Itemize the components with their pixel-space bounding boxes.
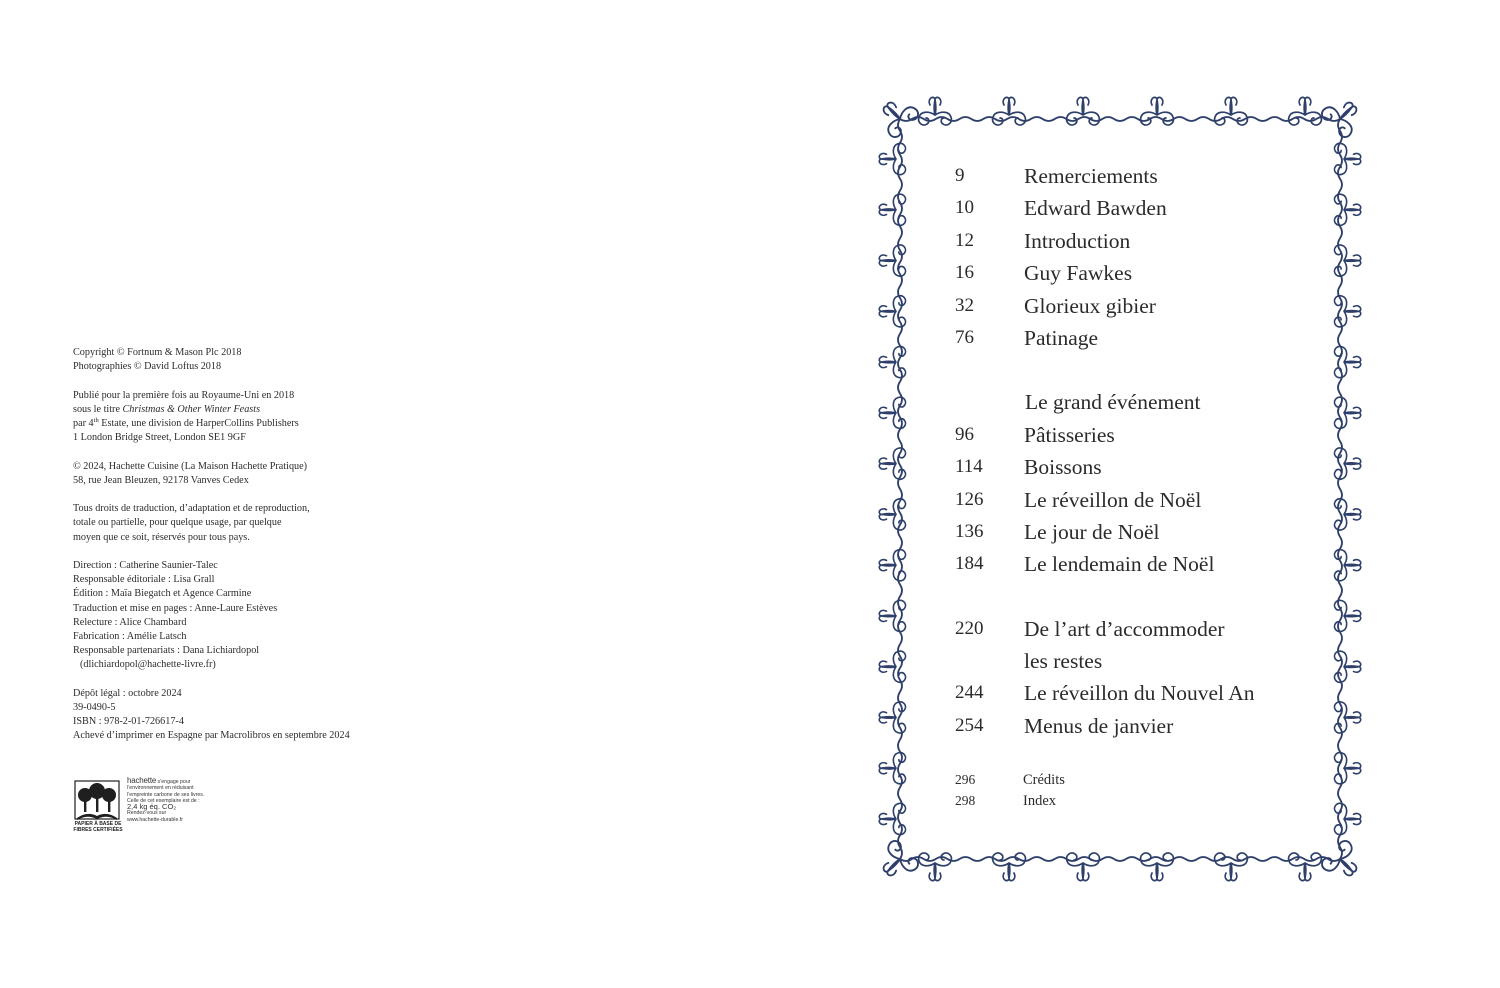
rights-line: totale ou partielle, pour quelque usage, par quelque: [73, 517, 282, 529]
toc-page-number: 136: [955, 520, 984, 542]
toc-entry: [955, 160, 1315, 192]
frame-scroll-motif: [1319, 838, 1366, 885]
toc-title: Le réveillon de Noël: [1024, 487, 1202, 512]
rights-line: Tous droits de traduction, d’adaptation et de reproduction,: [73, 503, 310, 515]
reference-line: 39-0490-5: [73, 702, 116, 713]
published-line: Publié pour la première fois au Royaume-Uni en 2018: [73, 389, 295, 401]
printer-line: Achevé d’imprimer en Espagne par Macrolibros en septembre 2024: [73, 730, 350, 742]
frame-ornament: [900, 117, 1340, 121]
legal-block: [73, 687, 413, 744]
toc-page-number: 114: [955, 456, 983, 478]
frame-scroll-motif: [874, 93, 921, 140]
rights-line: moyen que ce soit, réservés pour tous pays.: [73, 531, 250, 543]
toc-title: Patinage: [1024, 325, 1099, 350]
credit-line: Fabrication : Amélie Latsch: [73, 631, 187, 642]
toc-title: Glorieux gibier: [1024, 293, 1156, 318]
toc-title: Le jour de Noël: [1024, 519, 1160, 544]
toc-title: Le réveillon du Nouvel An: [1024, 681, 1255, 706]
toc-entry: [955, 225, 1315, 257]
toc-entry: [955, 516, 1315, 548]
frame-ornament: [900, 857, 1340, 861]
frame-ornament: [898, 119, 902, 859]
copyright-block: [73, 346, 413, 374]
original-edition-block: [73, 389, 413, 446]
toc-page-number: 32: [955, 294, 974, 316]
toc-page-number: 96: [955, 423, 974, 445]
toc-entry: [955, 290, 1315, 322]
toc-title: Le lendemain de Noël: [1024, 552, 1215, 577]
toc-title: Crédits: [1023, 772, 1065, 789]
toc-page-number: 9: [955, 165, 965, 186]
toc-title: Pâtisseries: [1024, 422, 1115, 447]
toc-page-number: 244: [955, 682, 984, 704]
legal-deposit-line: Dépôt légal : octobre 2024: [73, 687, 182, 699]
credit-line: Édition : Maïa Biegatch et Agence Carmine: [73, 588, 252, 600]
toc-title-continuation: les restes: [1024, 649, 1103, 674]
frame-scroll-motif: [1289, 853, 1322, 881]
credit-line: Traduction et mise en pages : Anne-Laure Estèves: [73, 602, 278, 614]
toc-page-number: 76: [955, 326, 974, 348]
toc-entry: [955, 192, 1315, 224]
frame-scroll-motif: [1289, 97, 1322, 125]
toc-entry: [955, 451, 1315, 483]
toc-page-number: 10: [955, 197, 974, 219]
copyright-line: Copyright © Fortnum & Mason Plc 2018: [73, 347, 242, 358]
toc-entry: [955, 710, 1315, 742]
credit-line: Direction : Catherine Saunier-Talec: [73, 559, 218, 571]
frame-scroll-motif: [919, 853, 952, 881]
credit-line: Relecture : Alice Chambard: [73, 616, 187, 628]
toc-title: Edward Bawden: [1024, 196, 1167, 221]
toc-title: Menus de janvier: [1024, 713, 1174, 738]
carbon-footprint-note: hachette s’engage pour l’environnement en réduisant l’empreinte carbone de ses livres. Celle de cet exemplaire est de : 2,4 kg éq. CO₂ Rendez-vous sur www.hachette-durable.fr: [127, 778, 227, 823]
hachette-copyright-line: © 2024, Hachette Cuisine (La Maison Hachette Pratique): [73, 460, 308, 472]
photo-copyright-line: Photographies © David Loftus 2018: [73, 361, 222, 373]
toc-section-heading: [955, 386, 1315, 418]
toc-title: Remerciements: [1024, 164, 1158, 188]
colophon: [73, 346, 413, 758]
toc-back-entry: [955, 791, 1315, 812]
eco-label: [72, 778, 272, 832]
rights-block: [73, 502, 413, 545]
toc-page-number: 126: [955, 488, 984, 510]
toc-page-number: 220: [955, 617, 984, 639]
credits-block: [73, 559, 413, 673]
toc-entry: [955, 419, 1315, 451]
toc-title: Introduction: [1024, 228, 1131, 253]
isbn-line: ISBN : 978-2-01-726617-4: [73, 716, 184, 728]
french-edition-block: [73, 460, 413, 488]
toc-entry: [955, 677, 1315, 709]
toc-back-entry: [955, 770, 1315, 791]
toc-entry: [955, 613, 1315, 645]
toc-page-number: 12: [955, 229, 974, 251]
carbon-value: 2,4 kg éq. CO₂: [127, 802, 177, 812]
credit-line: Responsable partenariats : Dana Lichiardopol: [73, 645, 260, 657]
original-title-line: sous le titre Christmas & Other Winter Feasts: [73, 403, 261, 415]
publisher-line: par 4th Estate, une division de HarperCollins Publishers: [73, 417, 299, 429]
frame-ornament: [1338, 119, 1342, 859]
hachette-brand: hachette: [127, 776, 157, 785]
toc-entry: [955, 322, 1315, 354]
hachette-address-line: 58, rue Jean Bleuzen, 92178 Vanves Cedex: [73, 474, 249, 486]
toc-title: De l’art d’accommoder: [1024, 616, 1225, 641]
toc-page-number: 254: [955, 714, 984, 736]
toc-page-number: 184: [955, 553, 984, 575]
section-heading-text: Le grand événement: [1025, 390, 1201, 415]
toc-title: Boissons: [1024, 455, 1102, 480]
toc-title: Index: [1023, 793, 1057, 810]
certified-fibers-caption: PAPIER À BASE DE FIBRES CERTIFIÉES: [73, 821, 123, 833]
toc-entry: [955, 484, 1315, 516]
frame-scroll-motif: [1319, 93, 1366, 140]
toc-entry: [955, 257, 1315, 289]
toc-page-number: 296: [955, 772, 976, 788]
credit-line: Responsable éditoriale : Lisa Grall: [73, 574, 215, 586]
website-link: www.hachette-durable.fr: [127, 816, 183, 823]
toc-entry-continuation: [955, 645, 1315, 677]
toc-page-number: 298: [955, 793, 976, 809]
toc-entry: [955, 548, 1315, 580]
table-of-contents: [955, 160, 1315, 812]
publisher-address-line: 1 London Bridge Street, London SE1 9GF: [73, 432, 246, 444]
credit-email-line: (dlichiardopol@hachette-livre.fr): [80, 659, 216, 671]
toc-title: Guy Fawkes: [1024, 261, 1133, 286]
frame-scroll-motif: [874, 838, 921, 885]
toc-page-number: 16: [955, 262, 974, 284]
original-title: Christmas & Other Winter Feasts: [122, 403, 261, 415]
frame-scroll-motif: [919, 97, 952, 125]
